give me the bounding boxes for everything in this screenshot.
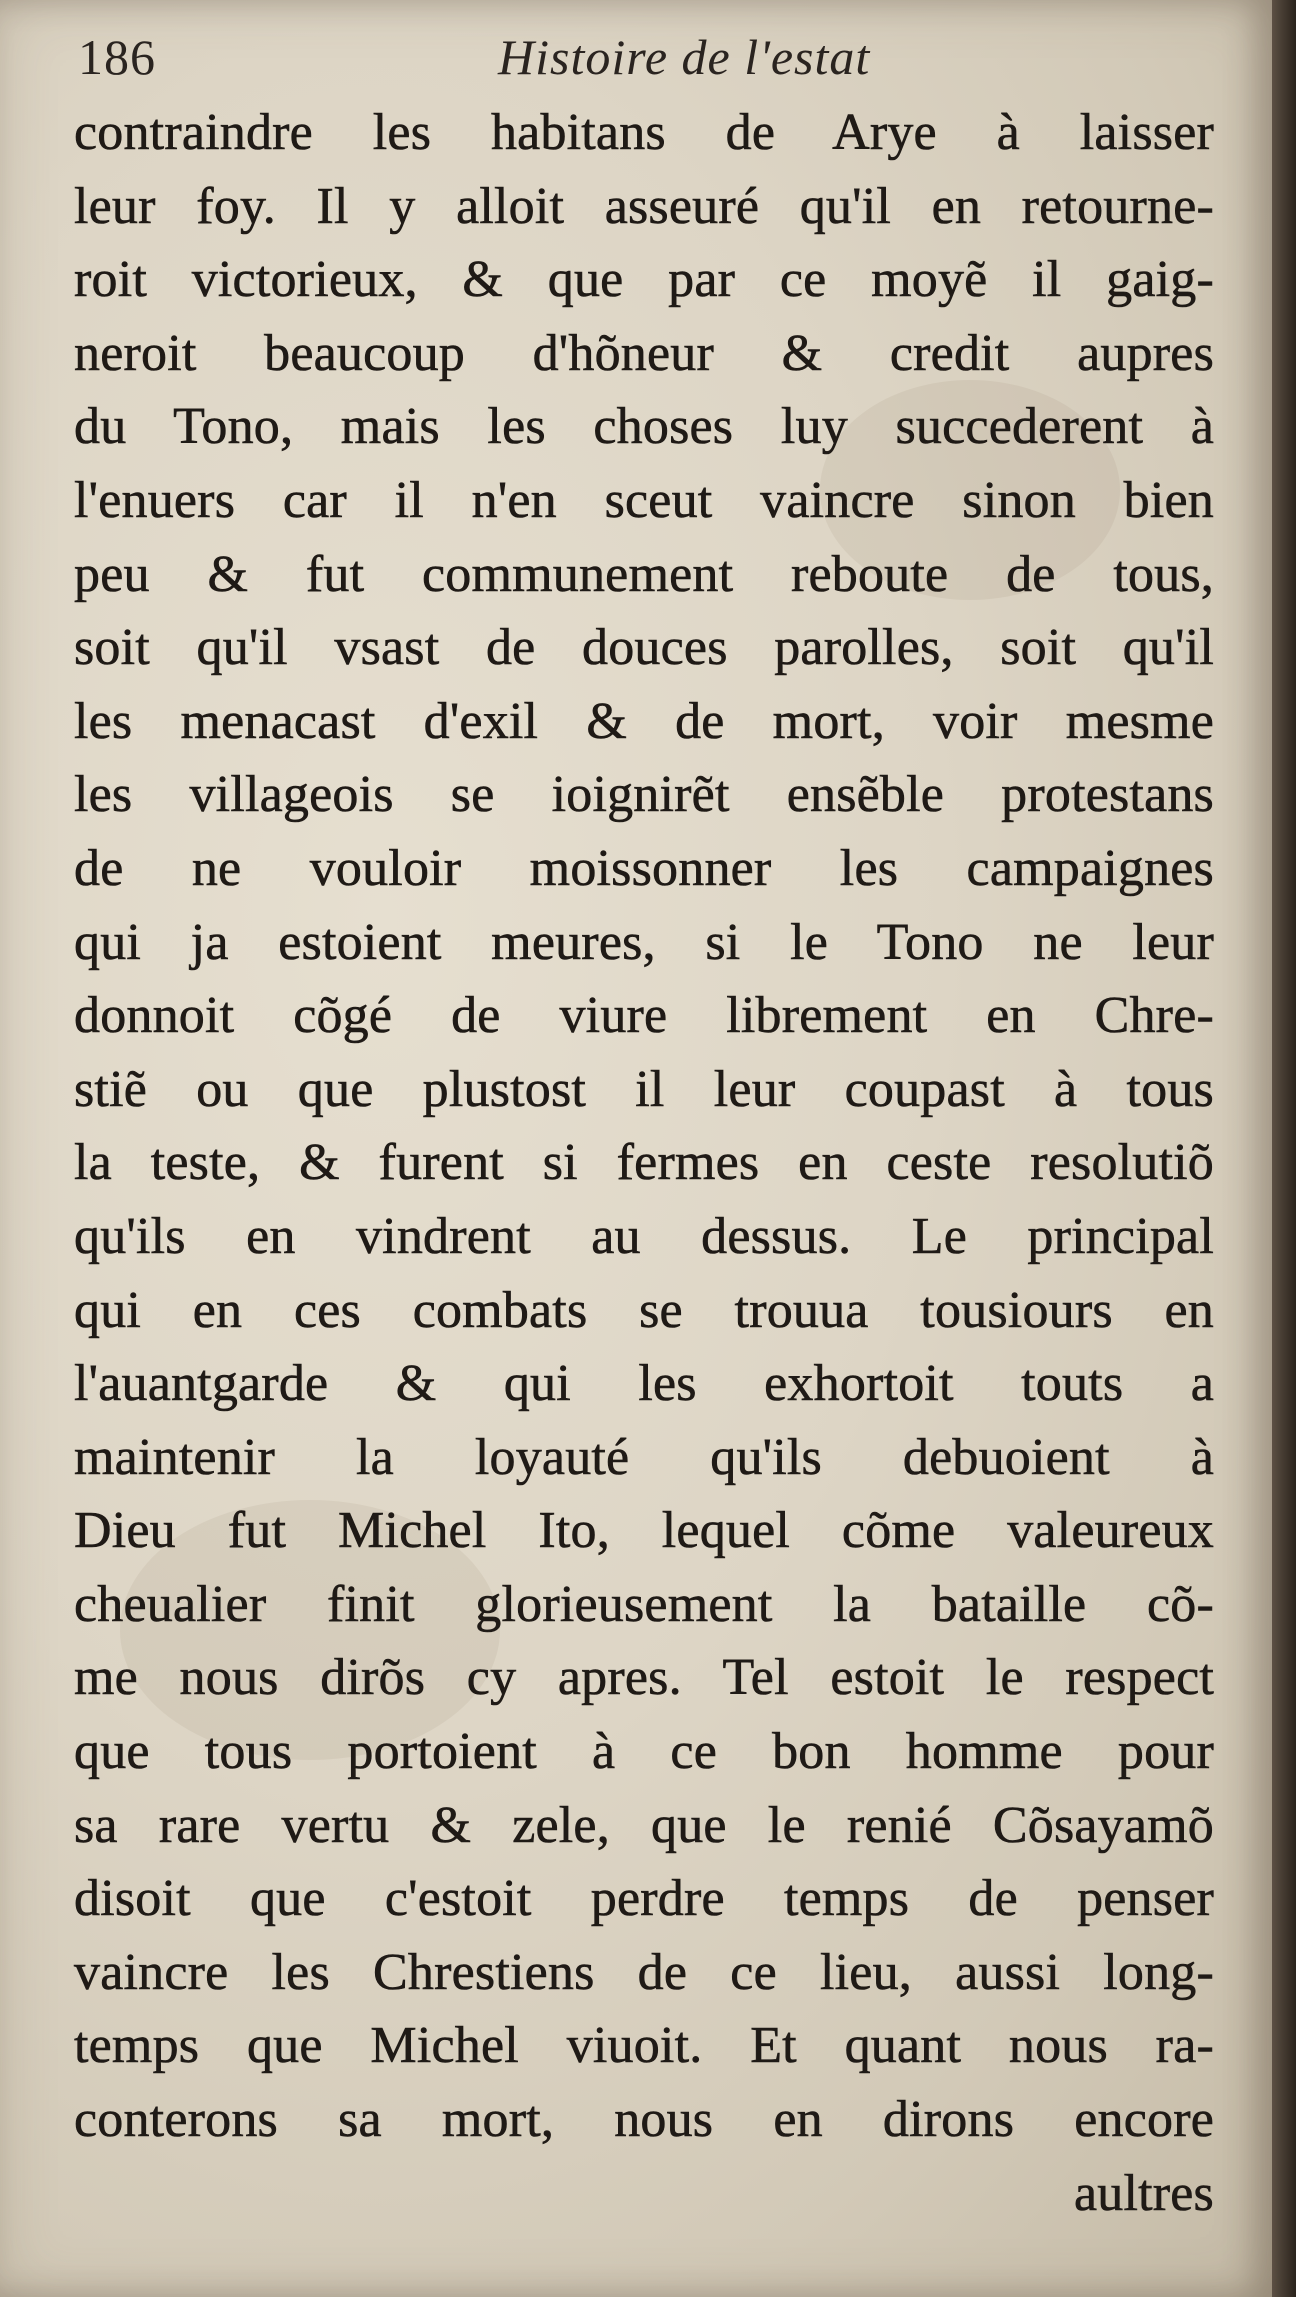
text-line: maintenir la loyauté qu'ils debuoient à — [74, 1428, 1214, 1486]
text-line: l'auantgarde & qui les exhortoit touts a — [74, 1355, 1214, 1413]
text-line: du Tono, mais les choses luy succederent à — [74, 398, 1214, 456]
text-line: les menacast d'exil & de mort, voir mesme — [74, 692, 1214, 750]
running-head — [78, 22, 1198, 92]
text-line: peu & fut communement reboute de tous, — [74, 545, 1214, 603]
text-line: cheualier finit glorieusement la bataille cõ- — [74, 1575, 1214, 1633]
text-line: de ne vouloir moissonner les campaignes — [74, 839, 1214, 897]
running-title: Histoire de l'estat — [498, 29, 871, 85]
page-number: 186 — [78, 29, 156, 85]
page-edge — [1272, 0, 1296, 2297]
text-line: conterons sa mort, nous en dirons encore — [74, 2091, 1214, 2149]
text-line: vaincre les Chrestiens de ce lieu, aussi long- — [74, 1943, 1214, 2001]
text-line: donnoit cõgé de viure librement en Chre- — [74, 987, 1214, 1045]
catchword: aultres — [1073, 2164, 1214, 2222]
text-line: l'enuers car il n'en sceut vaincre sinon bien — [74, 471, 1214, 529]
body-text — [74, 96, 1214, 2230]
text-line: contraindre les habitans de Arye à laisser — [74, 104, 1214, 161]
text-line: temps que Michel viuoit. Et quant nous ra- — [74, 2017, 1214, 2075]
text-line: me nous dirõs cy apres. Tel estoit le respect — [74, 1649, 1214, 1707]
text-line: sa rare vertu & zele, que le renié Cõsayamõ — [74, 1796, 1214, 1854]
text-line: les villageois se ioignirẽt ensẽble protestans — [74, 766, 1214, 824]
text-line: disoit que c'estoit perdre temps de penser — [74, 1870, 1214, 1928]
text-line: qui en ces combats se trouua tousiours en — [74, 1281, 1214, 1339]
text-line: qui ja estoient meures, si le Tono ne leur — [74, 913, 1214, 971]
text-line: roit victorieux, & que par ce moyẽ il gaig- — [74, 251, 1214, 309]
text-line: soit qu'il vsast de douces parolles, soit qu'il — [74, 619, 1214, 677]
text-line: stiẽ ou que plustost il leur coupast à tous — [74, 1060, 1214, 1118]
text-line: leur foy. Il y alloit asseuré qu'il en retourne- — [74, 177, 1214, 235]
text-line: que tous portoient à ce bon homme pour — [74, 1723, 1214, 1781]
text-line: la teste, & furent si fermes en ceste resolutiõ — [74, 1134, 1214, 1192]
text-line: Dieu fut Michel Ito, lequel cõme valeureux — [74, 1502, 1214, 1560]
text-line: neroit beaucoup d'hõneur & credit aupres — [74, 324, 1214, 382]
text-line: qu'ils en vindrent au dessus. Le principal — [74, 1207, 1214, 1265]
